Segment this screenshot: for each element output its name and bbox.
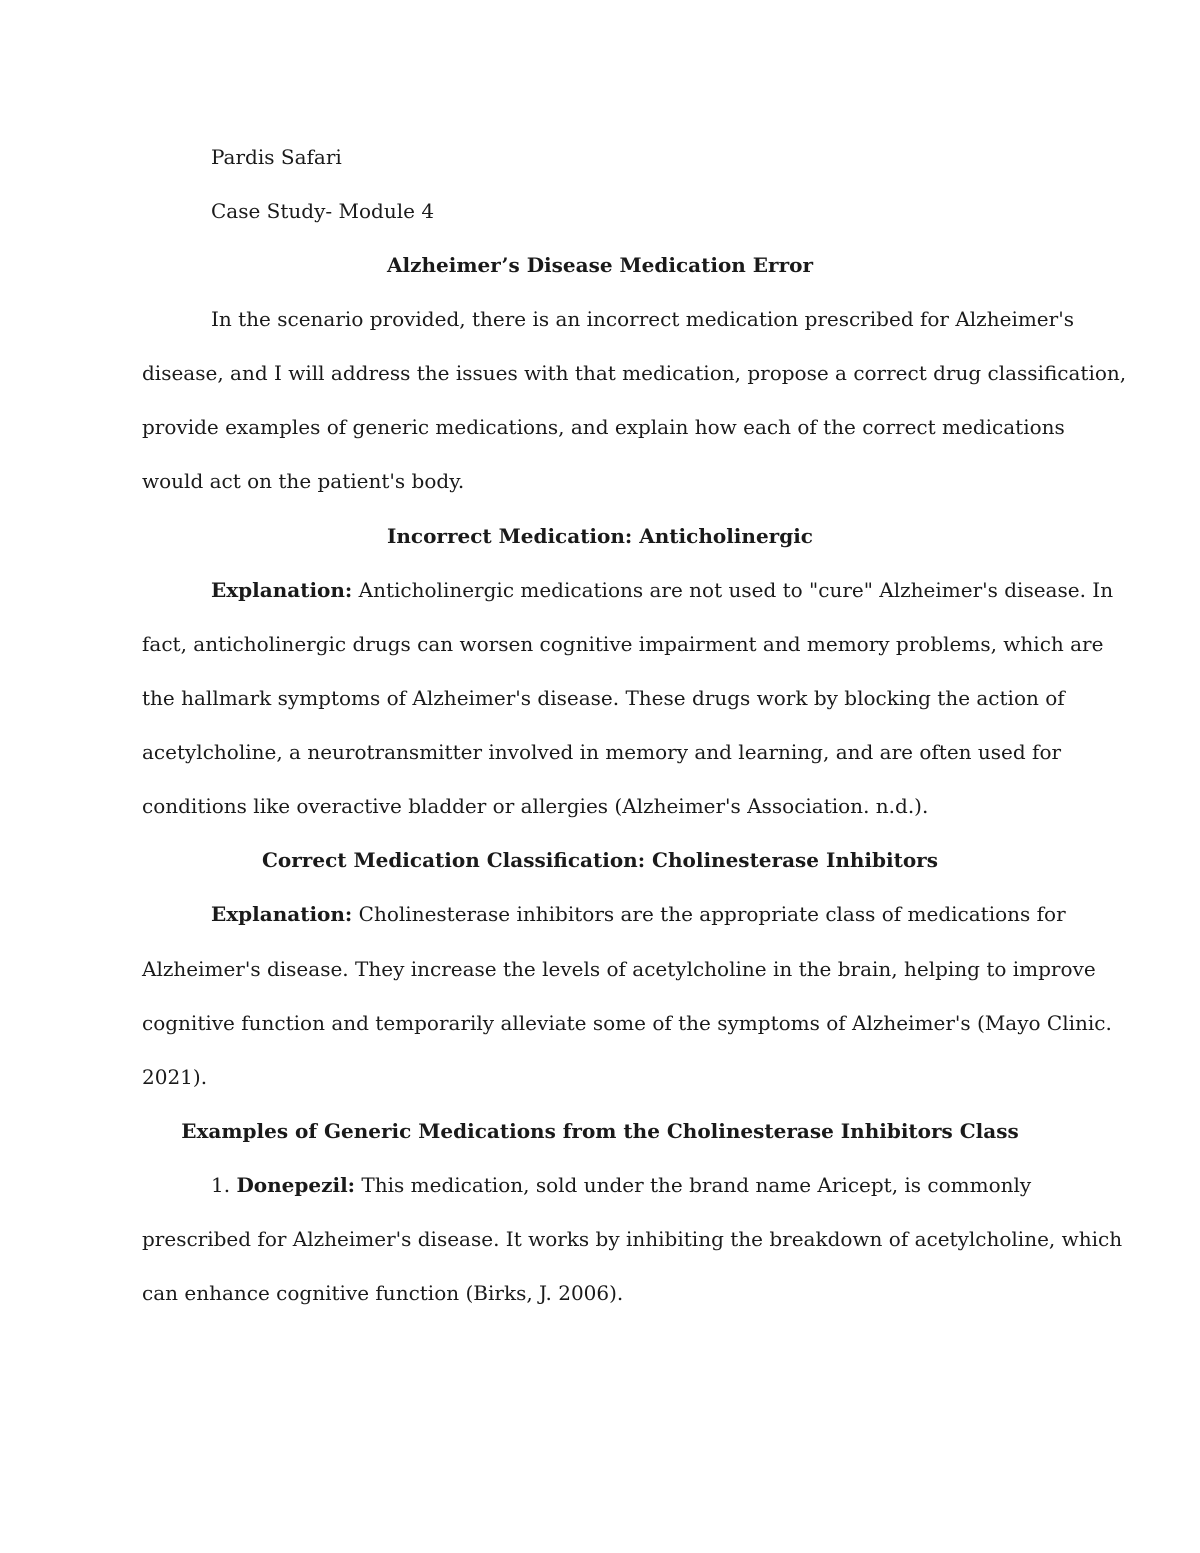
section1-line-5: conditions like overactive bladder or allergies (Alzheimer's Association. n.d.). [142, 794, 929, 818]
intro-line-4: would act on the patient's body. [142, 469, 465, 493]
section2-line-4: 2021). [142, 1065, 208, 1089]
author-name: Pardis Safari [211, 145, 342, 169]
donepezil-line-3: can enhance cognitive function (Birks, J. 2006). [142, 1281, 624, 1305]
explanation-label: Explanation: [211, 578, 353, 602]
intro-line-2: disease, and I will address the issues with that medication, propose a correct drug classification, [142, 361, 1127, 385]
section-heading-correct-classification: Correct Medication Classification: Cholinesterase Inhibitors [262, 848, 938, 872]
list-item-donepezil: 1. Donepezil: This medication, sold under the brand name Aricept, is commonly [211, 1173, 1032, 1197]
donepezil-line-2: prescribed for Alzheimer's disease. It works by inhibiting the breakdown of acetylcholine, which [142, 1227, 1123, 1251]
section1-line-4: acetylcholine, a neurotransmitter involved in memory and learning, and are often used for [142, 740, 1062, 764]
intro-line-3: provide examples of generic medications, and explain how each of the correct medications [142, 415, 1065, 439]
section2-line-2: Alzheimer's disease. They increase the levels of acetylcholine in the brain, helping to improve [142, 957, 1096, 981]
section1-line-1: Explanation: Anticholinergic medications are not used to "cure" Alzheimer's disease. In [211, 578, 1114, 602]
intro-line-1: In the scenario provided, there is an incorrect medication prescribed for Alzheimer's [211, 307, 1074, 331]
explanation-label: Explanation: [211, 902, 353, 926]
section-heading-incorrect-medication: Incorrect Medication: Anticholinergic [387, 524, 813, 548]
section2-line-3: cognitive function and temporarily alleviate some of the symptoms of Alzheimer's (Mayo Clinic. [142, 1011, 1112, 1035]
drug-name: Donepezil: [236, 1173, 356, 1197]
course-line: Case Study- Module 4 [211, 199, 435, 223]
section-heading-generic-examples: Examples of Generic Medications from the Cholinesterase Inhibitors Class [181, 1119, 1019, 1143]
document-title: Alzheimer’s Disease Medication Error [387, 253, 813, 277]
section1-line-2: fact, anticholinergic drugs can worsen cognitive impairment and memory problems, which are [142, 632, 1104, 656]
section1-line-3: the hallmark symptoms of Alzheimer's disease. These drugs work by blocking the action of [142, 686, 1065, 710]
section2-line-1: Explanation: Cholinesterase inhibitors are the appropriate class of medications for [211, 902, 1066, 926]
